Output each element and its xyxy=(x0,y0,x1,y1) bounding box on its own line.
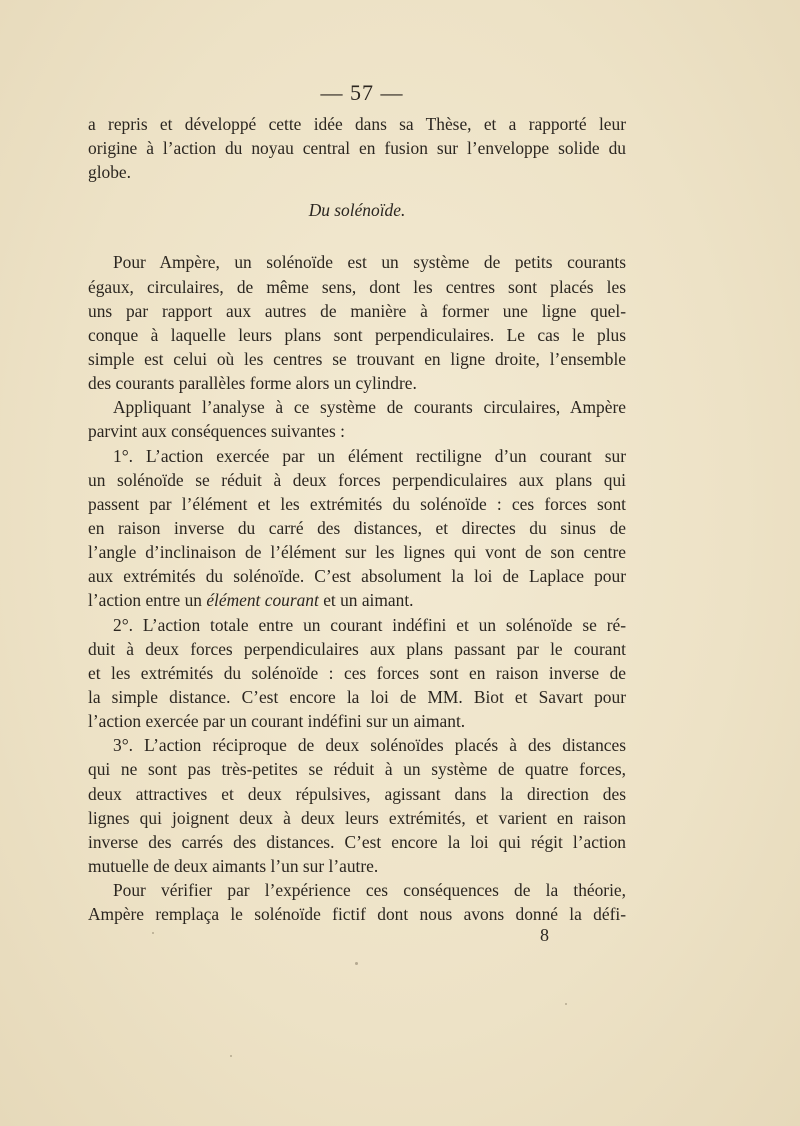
text-line: duit à deux forces perpendiculaires aux plans passant par le courant xyxy=(88,638,626,659)
text-line: inverse des carrés des distances. C’est encore la loi qui régit l’action xyxy=(88,831,626,852)
text-line: 3°. L’action réciproque de deux solénoïdes placés à des distances xyxy=(113,735,626,756)
text-line: 2°. L’action totale entre un courant indéfini et un solénoïde se ré- xyxy=(113,614,626,635)
text-line: a repris et développé cette idée dans sa Thèse, et a rapporté leur xyxy=(88,114,626,134)
signature-mark: 8 xyxy=(540,925,549,945)
text-run: l’action entre un xyxy=(88,590,207,611)
paper-speck xyxy=(152,932,154,934)
text-line: qui ne sont pas très-petites se réduit à un système de quatre forces, xyxy=(88,759,626,780)
text-line: globe. xyxy=(88,162,131,183)
text-line: simple est celui où les centres se trouvant en ligne droite, l’ensemble xyxy=(88,348,626,369)
text-line: conque à laquelle leurs plans sont perpendiculaires. Le cas le plus xyxy=(88,324,626,345)
paper-speck xyxy=(355,962,358,965)
intro-paragraph xyxy=(88,112,626,184)
text-line: Ampère remplaça le solénoïde fictif dont nous avons donné la défi- xyxy=(88,904,626,925)
text-run: et un aimant. xyxy=(318,590,414,611)
text-line: des courants parallèles forme alors un cylindre. xyxy=(88,373,417,394)
italic-term: élément courant xyxy=(206,590,319,611)
text-line: et les extrémités du solénoïde : ces forces sont en raison inverse de xyxy=(88,662,626,683)
final-paragraph xyxy=(88,878,626,926)
consequence-1 xyxy=(88,444,626,613)
text-line: passent par l’élément et les extrémités du solénoïde : ces forces sont xyxy=(88,493,626,514)
text-line: uns par rapport aux autres de manière à former une ligne quel- xyxy=(88,300,626,321)
text-line: origine à l’action du noyau central en fusion sur l’enveloppe solide du xyxy=(88,138,626,159)
text-line: Pour Ampère, un solénoïde est un système de petits courants xyxy=(113,252,626,273)
text-line: l’action exercée par un courant indéfini sur un aimant. xyxy=(88,711,466,732)
body-text xyxy=(88,112,626,926)
text-line: en raison inverse du carré des distances, et directes du sinus de xyxy=(88,517,626,538)
text-line: mutuelle de deux aimants l’un sur l’autre. xyxy=(88,855,379,876)
text-line: un solénoïde se réduit à deux forces perpendiculaires aux plans qui xyxy=(88,469,626,490)
section-heading: Du solénoïde. xyxy=(308,200,406,221)
consequence-2 xyxy=(88,613,626,734)
paper-speck xyxy=(230,1055,232,1057)
text-line: 1°. L’action exercée par un élément rectiligne d’un courant sur xyxy=(113,445,626,466)
text-line: l’angle d’inclinaison de l’élément sur les lignes qui vont de son centre xyxy=(88,542,626,563)
definition-paragraph xyxy=(88,250,626,395)
text-line: lignes qui joignent deux à deux leurs extrémités, et varient en raison xyxy=(88,807,626,828)
paper-speck xyxy=(565,1003,567,1005)
text-line: égaux, circulaires, de même sens, dont les centres sont placés les xyxy=(88,276,626,297)
text-line: deux attractives et deux répulsives, agissant dans la direction des xyxy=(88,783,626,804)
analysis-paragraph xyxy=(88,395,626,443)
text-line: Pour vérifier par l’expérience ces conséquences de la théorie, xyxy=(113,880,626,901)
text-line: Appliquant l’analyse à ce système de courants circulaires, Ampère xyxy=(113,397,626,418)
consequence-3 xyxy=(88,733,626,878)
page-number: — 57 — xyxy=(320,80,404,105)
text-line xyxy=(88,588,626,612)
text-line: parvint aux conséquences suivantes : xyxy=(88,421,345,442)
text-line: aux extrémités du solénoïde. C’est absolument la loi de Laplace pour xyxy=(88,566,626,587)
text-line: la simple distance. C’est encore la loi de MM. Biot et Savart pour xyxy=(88,686,626,707)
